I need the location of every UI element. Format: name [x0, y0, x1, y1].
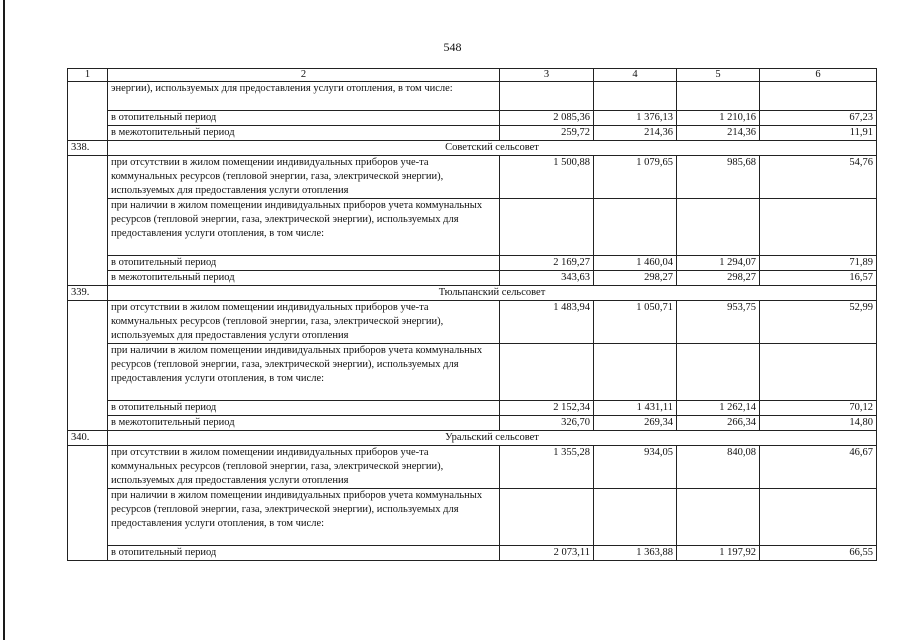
- value-cell: 2 085,36: [500, 111, 594, 126]
- row-label: в межотопительный период: [108, 416, 500, 431]
- column-header: 1: [68, 69, 108, 82]
- table-row: [68, 344, 877, 401]
- value-cell: 67,23: [760, 111, 877, 126]
- row-label: в отопительный период: [108, 546, 500, 561]
- table-row: [68, 126, 877, 141]
- table-row: [68, 156, 877, 199]
- table-row: [68, 199, 877, 256]
- row-description: при отсутствии в жилом помещении индивидуальных приборов уче-та коммунальных ресурсов (тепловой энергии, газа, электрической энергии), используемых для предоставления услуги отопления: [108, 156, 500, 199]
- table-row: [68, 416, 877, 431]
- column-header-row: [68, 69, 877, 82]
- table-row: [68, 271, 877, 286]
- value-cell: 1 355,28: [500, 446, 594, 489]
- row-label: в отопительный период: [108, 401, 500, 416]
- column-header: 3: [500, 69, 594, 82]
- row-description: при отсутствии в жилом помещении индивидуальных приборов уче-та коммунальных ресурсов (тепловой энергии, газа, электрической энергии), используемых для предоставления услуги отопления: [108, 301, 500, 344]
- value-cell: 2 073,11: [500, 546, 594, 561]
- row-description: при наличии в жилом помещении индивидуальных приборов учета коммунальных ресурсов (тепловой энергии, газа, электрической энергии), используемых для предоставления услуги отопления, в том числе:: [108, 199, 500, 256]
- column-header: 4: [594, 69, 677, 82]
- value-cell: 298,27: [677, 271, 760, 286]
- row-label: в отопительный период: [108, 256, 500, 271]
- value-cell: 269,34: [594, 416, 677, 431]
- column-header: 6: [760, 69, 877, 82]
- value-cell: 1 431,11: [594, 401, 677, 416]
- table-row: [68, 111, 877, 126]
- row-number-cell: [68, 82, 108, 141]
- table-row: [68, 546, 877, 561]
- value-cell: 2 169,27: [500, 256, 594, 271]
- value-cell: 1 262,14: [677, 401, 760, 416]
- section-number: 340.: [68, 431, 108, 446]
- section-number: 339.: [68, 286, 108, 301]
- section-title: Уральский сельсовет: [108, 431, 877, 446]
- value-cell: 953,75: [677, 301, 760, 344]
- table-row: [68, 301, 877, 344]
- value-cell: 16,57: [760, 271, 877, 286]
- column-header: 5: [677, 69, 760, 82]
- table-row: [68, 401, 877, 416]
- value-cell: 343,63: [500, 271, 594, 286]
- value-cell: 259,72: [500, 126, 594, 141]
- value-cell: 1 483,94: [500, 301, 594, 344]
- table-row: [68, 489, 877, 546]
- row-description: энергии), используемых для предоставления услуги отопления, в том числе:: [108, 82, 500, 111]
- page-number: 548: [443, 40, 462, 54]
- row-description: при наличии в жилом помещении индивидуальных приборов учета коммунальных ресурсов (тепловой энергии, газа, электрической энергии), используемых для предоставления услуги отопления, в том числе:: [108, 489, 500, 546]
- value-cell: 46,67: [760, 446, 877, 489]
- table-row: [68, 256, 877, 271]
- row-label: в отопительный период: [108, 111, 500, 126]
- section-title: Советский сельсовет: [108, 141, 877, 156]
- row-label: в межотопительный период: [108, 271, 500, 286]
- value-cell: 54,76: [760, 156, 877, 199]
- row-label: в межотопительный период: [108, 126, 500, 141]
- section-header-row: [68, 141, 877, 156]
- value-cell: 1 376,13: [594, 111, 677, 126]
- value-cell: 326,70: [500, 416, 594, 431]
- value-cell: 2 152,34: [500, 401, 594, 416]
- table-row: [68, 446, 877, 489]
- value-cell: 214,36: [677, 126, 760, 141]
- value-cell: 1 079,65: [594, 156, 677, 199]
- value-cell: 1 210,16: [677, 111, 760, 126]
- value-cell: 66,55: [760, 546, 877, 561]
- value-cell: 11,91: [760, 126, 877, 141]
- value-cell: 840,08: [677, 446, 760, 489]
- value-cell: 214,36: [594, 126, 677, 141]
- value-cell: 1 363,88: [594, 546, 677, 561]
- value-cell: 14,80: [760, 416, 877, 431]
- value-cell: 934,05: [594, 446, 677, 489]
- value-cell: 1 500,88: [500, 156, 594, 199]
- value-cell: 266,34: [677, 416, 760, 431]
- value-cell: 298,27: [594, 271, 677, 286]
- row-description: при наличии в жилом помещении индивидуальных приборов учета коммунальных ресурсов (тепловой энергии, газа, электрической энергии), используемых для предоставления услуги отопления, в том числе:: [108, 344, 500, 401]
- value-cell: 71,89: [760, 256, 877, 271]
- tariff-table: [67, 68, 877, 561]
- value-cell: 985,68: [677, 156, 760, 199]
- column-header: 2: [108, 69, 500, 82]
- value-cell: 1 197,92: [677, 546, 760, 561]
- scan-edge-line: [3, 0, 5, 640]
- section-header-row: [68, 286, 877, 301]
- row-description: при отсутствии в жилом помещении индивидуальных приборов уче-та коммунальных ресурсов (тепловой энергии, газа, электрической энергии), используемых для предоставления услуги отопления: [108, 446, 500, 489]
- section-title: Тюльпанский сельсовет: [108, 286, 877, 301]
- section-header-row: [68, 431, 877, 446]
- value-cell: 1 294,07: [677, 256, 760, 271]
- value-cell: 1 460,04: [594, 256, 677, 271]
- table-row: [68, 82, 877, 111]
- value-cell: 70,12: [760, 401, 877, 416]
- value-cell: 52,99: [760, 301, 877, 344]
- section-number: 338.: [68, 141, 108, 156]
- value-cell: 1 050,71: [594, 301, 677, 344]
